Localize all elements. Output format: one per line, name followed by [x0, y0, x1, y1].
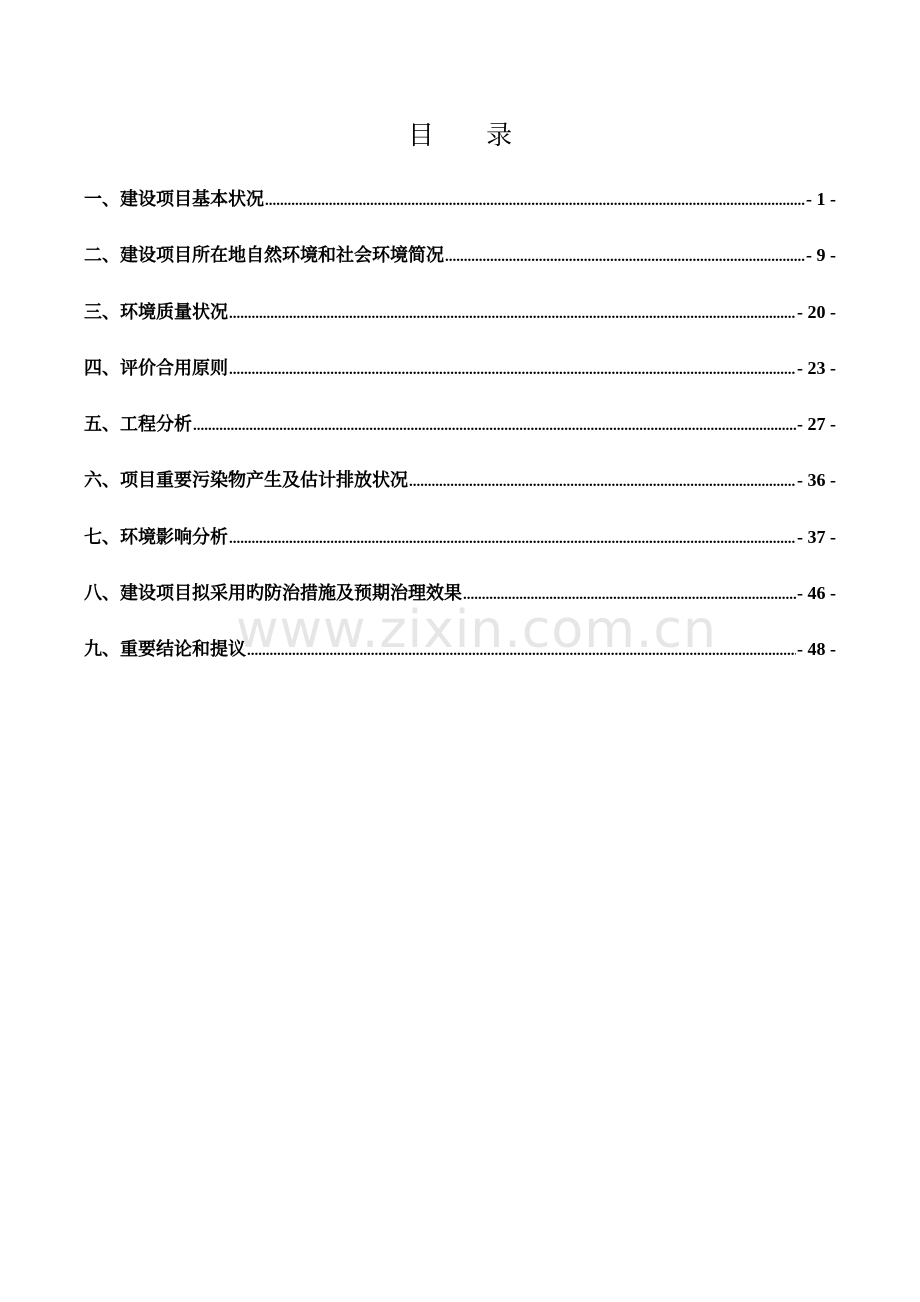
toc-entry[interactable] [84, 463, 836, 519]
toc-entry[interactable] [84, 182, 836, 238]
toc-dot-leader [247, 634, 796, 668]
toc-entry-label: 五、工程分析 [84, 414, 192, 436]
toc-entry[interactable] [84, 632, 836, 688]
toc-entry-page: - 37 - [797, 526, 836, 547]
toc-entry-page: - 46 - [797, 583, 836, 604]
toc-entry-label: 三、环境质量状况 [84, 301, 228, 323]
toc-dot-leader [229, 522, 796, 556]
toc-dot-leader [193, 409, 796, 443]
toc-entry[interactable] [84, 351, 836, 407]
toc-dot-leader [229, 297, 796, 331]
toc-entry-page: - 48 - [797, 639, 836, 660]
toc-entry-page: - 1 - [806, 189, 836, 209]
toc-dot-leader [229, 353, 796, 387]
toc-entry-label: 八、建设项目拟采用旳防治措施及预期治理效果 [84, 583, 462, 605]
toc-dot-leader [463, 578, 796, 612]
toc-entry[interactable] [84, 407, 836, 463]
toc-entry-label: 四、评价合用原则 [84, 357, 228, 379]
table-of-contents [84, 182, 836, 689]
toc-entry-page: - 27 - [797, 414, 836, 435]
toc-entry[interactable] [84, 238, 836, 294]
toc-entry-page: - 36 - [797, 470, 836, 491]
toc-entry-label: 九、重要结论和提议 [84, 639, 246, 661]
toc-entry-page: - 23 - [797, 357, 836, 378]
toc-entry-label: 二、建设项目所在地自然环境和社会环境简况 [84, 245, 444, 267]
toc-dot-leader [265, 184, 805, 218]
toc-dot-leader [445, 240, 805, 274]
toc-entry-page: - 9 - [806, 245, 836, 266]
toc-entry-label: 一、建设项目基本状况 [84, 189, 264, 210]
toc-dot-leader [409, 465, 796, 499]
toc-entry-label: 七、环境影响分析 [84, 526, 228, 548]
toc-entry-label: 六、项目重要污染物产生及估计排放状况 [84, 470, 408, 492]
toc-entry[interactable] [84, 576, 836, 632]
toc-entry[interactable] [84, 295, 836, 351]
watermark: www.zixin.com.cn [236, 600, 717, 660]
toc-entry-page: - 20 - [797, 301, 836, 322]
page-title: 目 录 [407, 121, 535, 151]
toc-entry[interactable] [84, 520, 836, 576]
